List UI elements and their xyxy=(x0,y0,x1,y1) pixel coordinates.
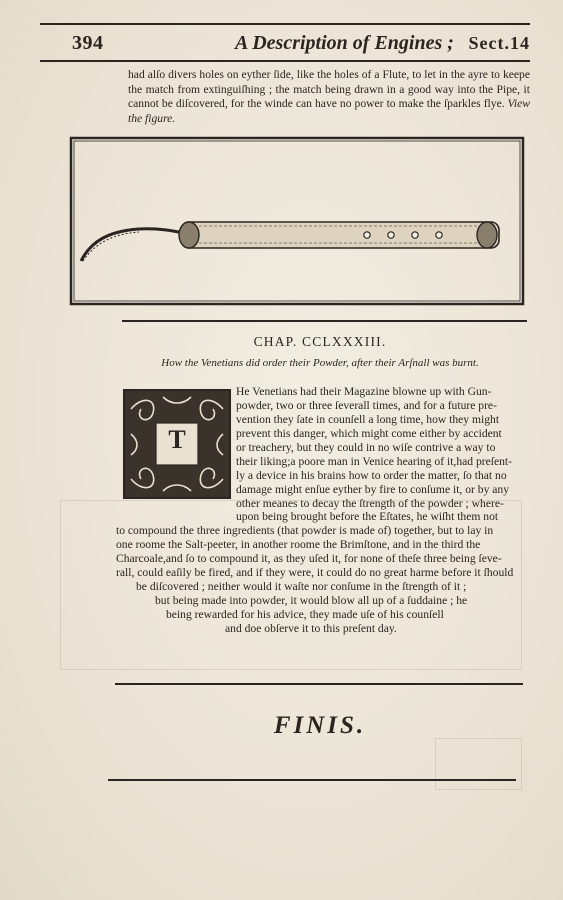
finis-mark: FINIS. xyxy=(273,712,367,739)
ornamental-initial xyxy=(123,389,231,499)
body-line: damage might enſue eyther by fire to conſume it, or by any xyxy=(236,483,510,496)
pipe-illustration xyxy=(69,133,527,309)
page-number: 394 xyxy=(72,32,104,54)
chapter-rule xyxy=(122,320,527,322)
body-line: Charcoale,and ſo to compound it, as they uſed it, for none of theſe three being ſeve- xyxy=(116,552,502,565)
show-through-frame-lower xyxy=(435,738,522,790)
body-line: vention they ſate in counſell a long time, how they might xyxy=(236,413,500,426)
figure-reference: View the figure. xyxy=(128,97,530,125)
header-rule xyxy=(40,60,530,62)
body-line: He Venetians had their Magazine blowne up with Gun- xyxy=(236,385,492,398)
body-line: their liking;a poore man in Venice hearing of it,had preſent- xyxy=(236,455,513,468)
body-line: other meanes to decay the ſtrength of the powder ; where- xyxy=(236,497,504,510)
body-line: but being made into powder, it would blow all up of a ſuddaine ; he xyxy=(155,594,468,607)
body-line: and doe obſerve it to this preſent day. xyxy=(225,622,397,635)
body-line: powder, two or three ſeverall times, and for a future pre- xyxy=(236,399,497,412)
woodcut-figure xyxy=(69,133,527,309)
chapter-subheading: How the Venetians did order their Powder, after their Arſnall was burnt. xyxy=(161,357,479,369)
body-line: be diſcovered ; neither would it waſte nor conſume in the ſtrength of it ; xyxy=(136,580,467,593)
running-title: A Description of Engines ; xyxy=(235,32,454,54)
body-line: ly a device in his brains how to order the matter, ſo that no xyxy=(236,469,507,482)
header-rule-top xyxy=(40,23,530,25)
body-line: upon being brought before the Eſtates, he wiſht them not xyxy=(236,510,499,523)
top-paragraph xyxy=(128,68,530,126)
body-line: to compound the three ingredients (that powder is made of) together, but to lay in xyxy=(116,524,494,537)
body-line: one roome the Salt-peeter, in another roome the Brimſtone, and in the third the xyxy=(116,538,481,551)
drop-cap-letter: T xyxy=(168,425,186,454)
body-line: prevent this danger, which might come either by accident xyxy=(236,427,502,440)
chapter-heading: CHAP. CCLXXXIII. xyxy=(253,334,387,349)
running-header xyxy=(40,28,530,58)
body-line: rall, could eaſily be fired, and if they were, it could do no great harme before it ſhould xyxy=(116,566,514,579)
top-paragraph-text: had alſo divers holes on eyther ſide, like the holes of a Flute, to let in the ayre to keepe the match from extinguiſhing ; the match being drawn in a good way into the Pipe, it cannot be diſcovered, for the winde can have no power to make the ſparkles flye. xyxy=(128,68,530,110)
finis-rule-top xyxy=(115,683,523,685)
body-line: or treachery, but they could in no wiſe contrive a way to xyxy=(236,441,496,454)
finis-rule-bottom xyxy=(108,779,516,781)
body-line: being rewarded for his advice, they made uſe of his counſell xyxy=(166,608,444,621)
section-label: Sect.14 xyxy=(468,33,530,53)
